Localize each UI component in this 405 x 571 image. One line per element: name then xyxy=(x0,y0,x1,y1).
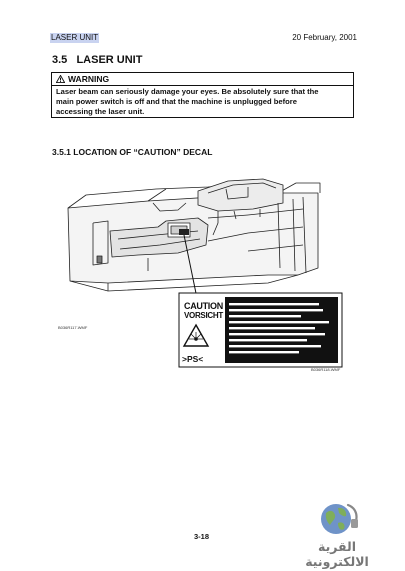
decal-fine-print xyxy=(229,303,329,353)
globe-logo-icon xyxy=(318,499,362,537)
warning-heading: WARNING xyxy=(68,74,110,84)
decal-caution-label: CAUTION xyxy=(184,301,223,311)
decal-marker xyxy=(179,229,189,235)
warning-triangle-icon xyxy=(56,75,65,83)
laser-unit-decal-figure xyxy=(48,163,368,388)
warning-text xyxy=(52,86,353,117)
running-header-date: 20 February, 2001 xyxy=(292,33,357,42)
warning-line: main power switch is off and that the machine is unplugged before xyxy=(56,97,297,106)
figure-reference: B036R118.WMF xyxy=(311,367,341,372)
running-header-section: LASER UNIT xyxy=(51,33,99,42)
machine-drawing xyxy=(68,179,320,291)
subsection-title: 3.5.1 LOCATION OF “CAUTION” DECAL xyxy=(52,147,213,157)
warning-header xyxy=(52,73,353,86)
page-number: 3-18 xyxy=(194,532,210,541)
warning-box xyxy=(51,72,354,118)
watermark-text: القرية الالكترونية xyxy=(305,539,369,569)
decal-ps-mark: >PS< xyxy=(182,354,204,364)
figure-reference: B036R117.WMF xyxy=(58,325,88,330)
warning-line: accessing the laser unit. xyxy=(56,107,145,116)
decal-vorsicht-label: VORSICHT xyxy=(184,311,223,320)
warning-line: Laser beam can seriously damage your eyes. Be absolutely sure that the xyxy=(56,87,319,96)
section-title: 3.5 LASER UNIT xyxy=(52,54,143,66)
